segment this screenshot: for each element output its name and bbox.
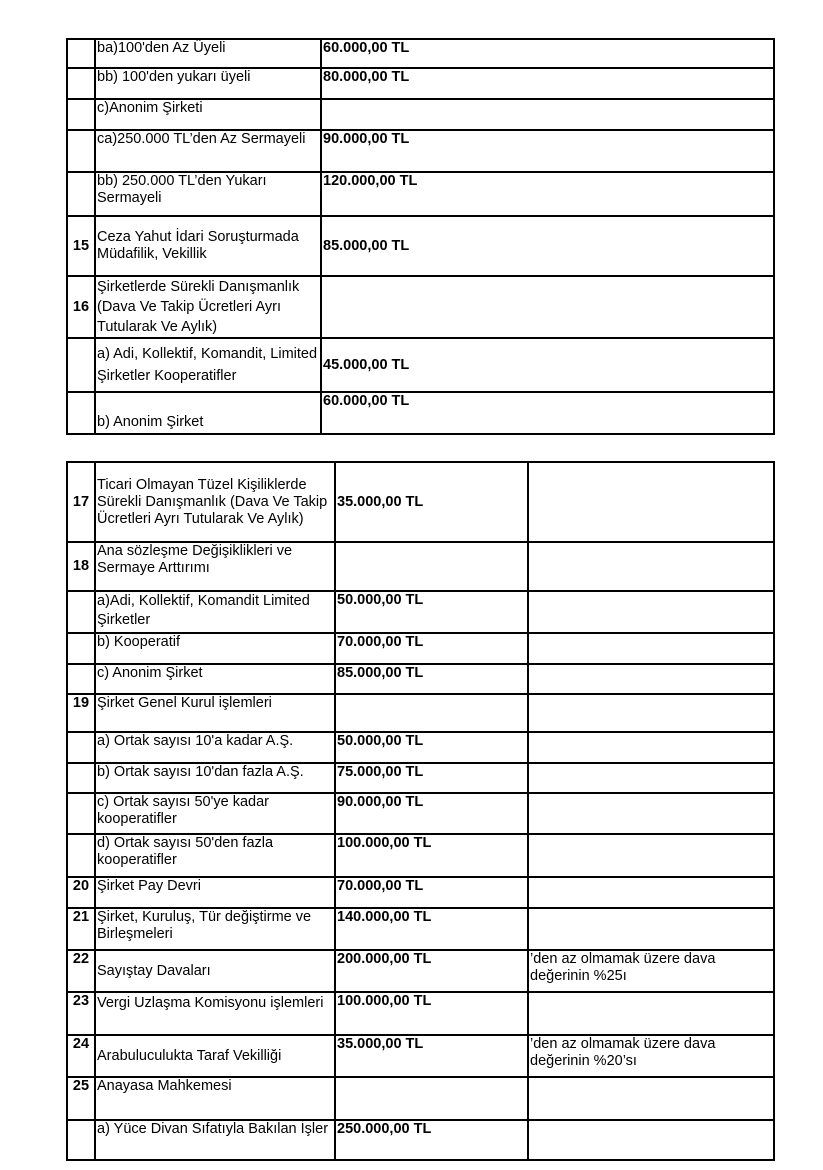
row-number [67, 591, 95, 633]
row-description: Sayıştay Davaları [95, 950, 335, 992]
row-note [528, 763, 774, 793]
row-number: 18 [67, 542, 95, 591]
table-row [67, 172, 774, 216]
row-description: a) Adi, Kollektif, Komandit, Limited Şirketler Kooperatifler [95, 338, 321, 392]
row-note: ’den az olmamak üzere dava değerinin %25ı [528, 950, 774, 992]
row-amount: 35.000,00 TL [335, 462, 528, 542]
row-description: a) Ortak sayısı 10'a kadar A.Ş. [95, 732, 335, 763]
row-note [528, 834, 774, 877]
row-amount: 60.000,00 TL [321, 39, 774, 68]
row-amount: 75.000,00 TL [335, 763, 528, 793]
table-row [67, 1077, 774, 1120]
fee-table-1 [66, 38, 775, 435]
table-row [67, 130, 774, 172]
row-note [528, 1077, 774, 1120]
table-row [67, 392, 774, 434]
row-number: 23 [67, 992, 95, 1035]
row-amount: 50.000,00 TL [335, 591, 528, 633]
table-row [67, 542, 774, 591]
row-amount: 45.000,00 TL [321, 338, 774, 392]
table-row [67, 633, 774, 664]
table-row [67, 732, 774, 763]
row-number: 25 [67, 1077, 95, 1120]
row-amount [335, 542, 528, 591]
row-amount: 250.000,00 TL [335, 1120, 528, 1160]
row-description: Şirket Genel Kurul işlemleri [95, 694, 335, 732]
fee-table-2 [66, 461, 775, 1161]
row-amount: 90.000,00 TL [335, 793, 528, 834]
table-row [67, 68, 774, 99]
row-note: ’den az olmamak üzere dava değerinin %20’sı [528, 1035, 774, 1077]
row-number: 20 [67, 877, 95, 908]
row-description: bb) 100'den yukarı üyeli [95, 68, 321, 99]
row-description: b) Ortak sayısı 10'dan fazla A.Ş. [95, 763, 335, 793]
row-amount: 35.000,00 TL [335, 1035, 528, 1077]
row-description: Şirket, Kuruluş, Tür değiştirme ve Birleşmeleri [95, 908, 335, 950]
row-description: Anayasa Mahkemesi [95, 1077, 335, 1120]
row-description: a)Adi, Kollektif, Komandit Limited Şirketler [95, 591, 335, 633]
row-note [528, 591, 774, 633]
row-amount [335, 694, 528, 732]
row-amount: 85.000,00 TL [321, 216, 774, 276]
row-description: Vergi Uzlaşma Komisyonu işlemleri [95, 992, 335, 1035]
row-number [67, 130, 95, 172]
row-description: Ticari Olmayan Tüzel Kişiliklerde Sürekli Danışmanlık (Dava Ve Takip Ücretleri Ayrı Tutularak Ve Aylık) [95, 462, 335, 542]
row-amount: 85.000,00 TL [335, 664, 528, 694]
row-amount: 50.000,00 TL [335, 732, 528, 763]
row-number [67, 793, 95, 834]
table-row [67, 950, 774, 992]
row-number [67, 664, 95, 694]
row-number: 22 [67, 950, 95, 992]
row-note [528, 633, 774, 664]
table-row [67, 39, 774, 68]
row-description: Ana sözleşme Değişiklikleri ve Sermaye Arttırımı [95, 542, 335, 591]
row-amount: 70.000,00 TL [335, 633, 528, 664]
row-number: 21 [67, 908, 95, 950]
table-row [67, 1120, 774, 1160]
row-number [67, 39, 95, 68]
table-row [67, 992, 774, 1035]
row-amount: 60.000,00 TL [321, 392, 774, 434]
row-number: 19 [67, 694, 95, 732]
row-description: b) Anonim Şirket [95, 392, 321, 434]
row-number [67, 172, 95, 216]
row-description: Şirket Pay Devri [95, 877, 335, 908]
table-row [67, 216, 774, 276]
row-description: Şirketlerde Sürekli Danışmanlık (Dava Ve Takip Ücretleri Ayrı Tutularak Ve Aylık) [95, 276, 321, 338]
row-amount: 100.000,00 TL [335, 992, 528, 1035]
row-description: ba)100'den Az Üyeli [95, 39, 321, 68]
table-row [67, 793, 774, 834]
row-note [528, 1120, 774, 1160]
row-description: d) Ortak sayısı 50'den fazla kooperatifler [95, 834, 335, 877]
row-note [528, 694, 774, 732]
row-number [67, 1120, 95, 1160]
row-number [67, 338, 95, 392]
row-description: c)Anonim Şirketi [95, 99, 321, 130]
row-number [67, 68, 95, 99]
row-amount: 70.000,00 TL [335, 877, 528, 908]
row-number [67, 392, 95, 434]
row-number: 16 [67, 276, 95, 338]
row-amount: 90.000,00 TL [321, 130, 774, 172]
row-number: 17 [67, 462, 95, 542]
row-note [528, 877, 774, 908]
row-amount: 80.000,00 TL [321, 68, 774, 99]
row-amount: 140.000,00 TL [335, 908, 528, 950]
row-amount: 200.000,00 TL [335, 950, 528, 992]
table-row [67, 276, 774, 338]
row-description: bb) 250.000 TL’den Yukarı Sermayeli [95, 172, 321, 216]
row-number [67, 834, 95, 877]
row-description: c) Ortak sayısı 50'ye kadar kooperatifler [95, 793, 335, 834]
row-note [528, 462, 774, 542]
row-description: Arabuluculukta Taraf Vekilliği [95, 1035, 335, 1077]
row-description: b) Kooperatif [95, 633, 335, 664]
table-row [67, 694, 774, 732]
table-row [67, 591, 774, 633]
table-row [67, 338, 774, 392]
row-note [528, 793, 774, 834]
table-row [67, 1035, 774, 1077]
row-number: 15 [67, 216, 95, 276]
row-amount: 120.000,00 TL [321, 172, 774, 216]
row-number [67, 99, 95, 130]
row-description: c) Anonim Şirket [95, 664, 335, 694]
table-row [67, 763, 774, 793]
table-row [67, 462, 774, 542]
table-row [67, 877, 774, 908]
row-amount [321, 276, 774, 338]
table-row [67, 99, 774, 130]
row-number [67, 633, 95, 664]
row-note [528, 542, 774, 591]
row-note [528, 664, 774, 694]
row-number [67, 763, 95, 793]
table-row [67, 834, 774, 877]
row-number: 24 [67, 1035, 95, 1077]
row-description: Ceza Yahut İdari Soruşturmada Müdafilik, Vekillik [95, 216, 321, 276]
row-amount: 100.000,00 TL [335, 834, 528, 877]
row-amount [335, 1077, 528, 1120]
row-note [528, 908, 774, 950]
table-row [67, 908, 774, 950]
row-note [528, 992, 774, 1035]
row-amount [321, 99, 774, 130]
row-description: ca)250.000 TL’den Az Sermayeli [95, 130, 321, 172]
row-note [528, 732, 774, 763]
table-row [67, 664, 774, 694]
row-description: a) Yüce Divan Sıfatıyla Bakılan İşler [95, 1120, 335, 1160]
row-number [67, 732, 95, 763]
